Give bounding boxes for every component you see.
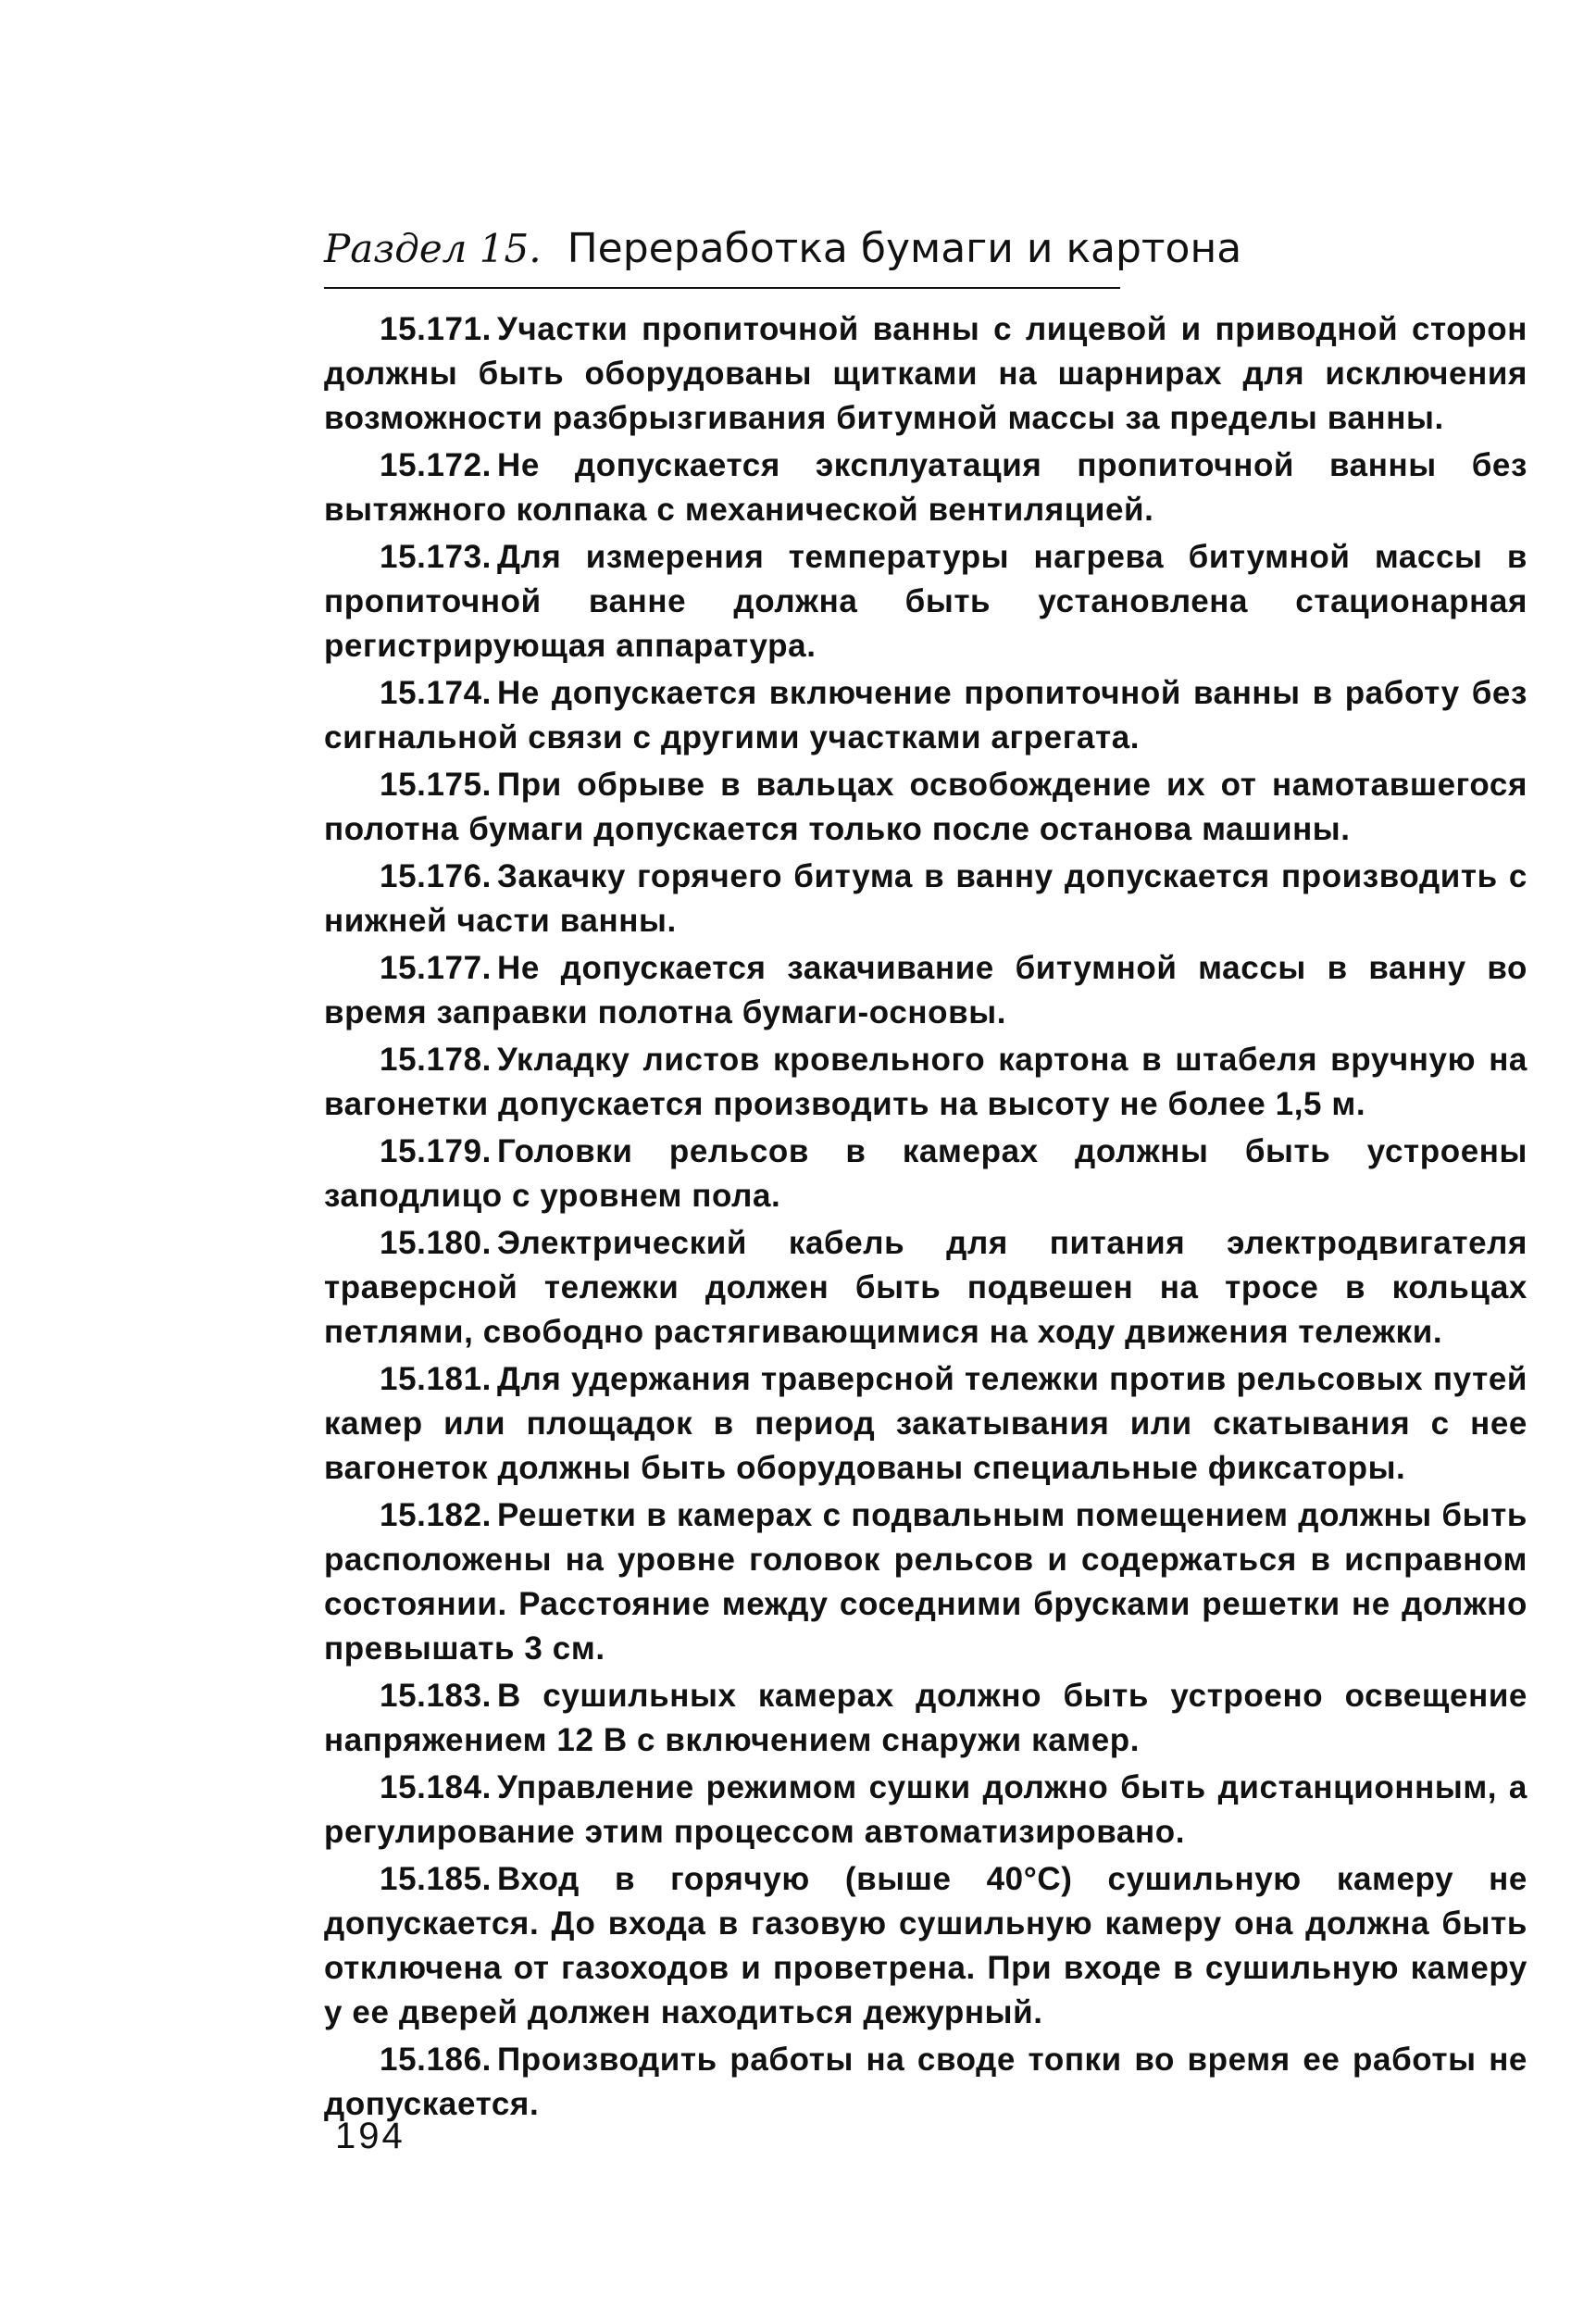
paragraph-15-180 [324, 1221, 1527, 1355]
paragraph-text: Не допускается закачивание битумной массы в ванну во время заправки полотна бумаги-основы. [324, 950, 1527, 1030]
paragraph-number: 15.179. [380, 1133, 492, 1169]
paragraph-number: 15.175. [380, 767, 492, 803]
paragraph-text: Управление режимом сушки должно быть дистанционным, а регулирование этим процессом автоматизировано. [324, 1769, 1527, 1850]
paragraph-15-171 [324, 307, 1527, 441]
paragraph-15-174 [324, 671, 1527, 760]
paragraph-text: При обрыве в вальцах освобождение их от намотавшегося полотна бумаги допускается только после останова машины. [324, 767, 1527, 847]
paragraph-15-179 [324, 1130, 1527, 1218]
paragraph-15-181 [324, 1357, 1527, 1491]
running-header [324, 222, 1527, 285]
paragraph-text: В сушильных камерах должно быть устроено освещение напряжением 12 В с включением снаружи камер. [324, 1678, 1527, 1758]
paragraph-text: Решетки в камерах с подвальным помещением должны быть расположены на уровне головок рельсов и содержаться в исправном состоянии. Расстояние между соседними брусками решетки не должно превышать 3 см. [324, 1497, 1527, 1667]
paragraph-text: Не допускается эксплуатация пропиточной ванны без вытяжного колпака с механической вентиляцией. [324, 447, 1527, 528]
paragraph-number: 15.173. [380, 539, 492, 575]
paragraph-15-178 [324, 1038, 1527, 1127]
paragraph-15-185 [324, 1857, 1527, 2035]
paragraph-number: 15.178. [380, 1042, 492, 1078]
paragraph-number: 15.174. [380, 675, 492, 711]
paragraph-number: 15.171. [380, 311, 492, 347]
paragraph-number: 15.180. [380, 1225, 492, 1261]
paragraph-text: Головки рельсов в камерах должны быть устроены заподлицо с уровнем пола. [324, 1133, 1527, 1214]
paragraph-number: 15.184. [380, 1769, 492, 1805]
paragraph-text: Укладку листов кровельного картона в штабеля вручную на вагонетки допускается производить на высоту не более 1,5 м. [324, 1042, 1527, 1122]
paragraph-text: Вход в горячую (выше 40°С) сушильную камеру не допускается. До входа в газовую сушильную камеру она должна быть отключена от газоходов и проветрена. При входе в сушильную камеру у ее дверей должен находиться дежурный. [324, 1861, 1527, 2030]
paragraph-text: Для удержания траверсной тележки против рельсовых путей камер или площадок в период закатывания или скатывания с нее вагонеток должны быть оборудованы специальные фиксаторы. [324, 1361, 1527, 1486]
paragraph-text: Электрический кабель для питания электродвигателя траверсной тележки должен быть подвешен на тросе в кольцах петлями, свободно растягивающимися на ходу движения тележки. [324, 1225, 1527, 1350]
body-text [324, 307, 1527, 2127]
section-label: Раздел 15. [324, 226, 542, 271]
paragraph-15-177 [324, 946, 1527, 1035]
paragraph-15-184 [324, 1766, 1527, 1855]
paragraph-number: 15.172. [380, 447, 492, 483]
paragraph-15-175 [324, 763, 1527, 852]
document-page [324, 222, 1527, 2129]
paragraph-number: 15.185. [380, 1861, 492, 1897]
paragraph-number: 15.176. [380, 858, 492, 894]
paragraph-15-172 [324, 443, 1527, 532]
paragraph-number: 15.177. [380, 950, 492, 986]
header-rule [324, 287, 1120, 289]
paragraph-text: Закачку горячего битума в ванну допускается производить с нижней части ванны. [324, 858, 1527, 939]
paragraph-number: 15.182. [380, 1497, 492, 1533]
page-number: 194 [335, 2116, 405, 2156]
paragraph-number: 15.181. [380, 1361, 492, 1397]
paragraph-15-173 [324, 535, 1527, 668]
paragraph-text: Участки пропиточной ванны с лицевой и приводной сторон должны быть оборудованы щитками на шарнирах для исключения возможности разбрызгивания битумной массы за пределы ванны. [324, 311, 1527, 436]
paragraph-15-183 [324, 1674, 1527, 1763]
paragraph-15-186 [324, 2038, 1527, 2127]
paragraph-text: Для измерения температуры нагрева битумной массы в пропиточной ванне должна быть установлена стационарная регистрирующая аппаратура. [324, 539, 1527, 664]
paragraph-text: Не допускается включение пропиточной ванны в работу без сигнальной связи с другими участками агрегата. [324, 675, 1527, 756]
section-title: Переработка бумаги и картона [567, 225, 1242, 272]
paragraph-15-182 [324, 1493, 1527, 1671]
paragraph-text: Производить работы на своде топки во время ее работы не допускается. [324, 2042, 1527, 2122]
paragraph-number: 15.183. [380, 1678, 492, 1714]
paragraph-number: 15.186. [380, 2042, 492, 2078]
paragraph-15-176 [324, 855, 1527, 943]
